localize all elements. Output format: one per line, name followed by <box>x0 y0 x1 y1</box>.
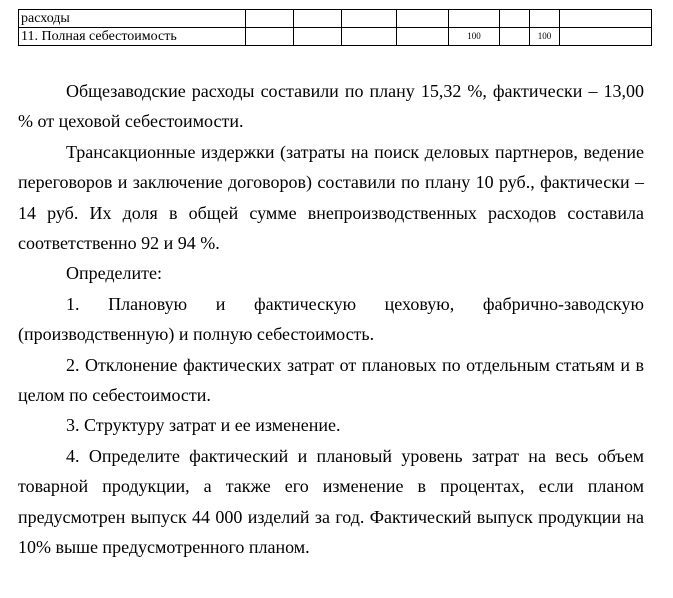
table-cell <box>397 28 449 46</box>
task-item-1: 1. Плановую и фактическую цеховую, фабрично-заводскую (производственную) и полную себестоимость. <box>18 293 644 345</box>
table-cell <box>342 10 397 28</box>
table-cell <box>500 10 530 28</box>
table-row <box>19 10 652 28</box>
table-cell <box>530 10 560 28</box>
table-cell <box>246 10 294 28</box>
cost-table <box>18 9 652 46</box>
table-cell <box>397 10 449 28</box>
table-row <box>19 28 652 46</box>
table-cell <box>449 10 500 28</box>
paragraph-determine: Определите: <box>66 263 163 284</box>
table-cell <box>342 28 397 46</box>
task-item-2: 2. Отклонение фактических затрат от плановых по отдельным статьям и в целом по себестоимости. <box>18 354 644 406</box>
table-cell <box>500 28 530 46</box>
table-cell <box>294 10 342 28</box>
row-label: расходы <box>19 10 246 28</box>
document-body <box>18 76 644 563</box>
paragraph-transaction-costs: Трансакционные издержки (затраты на поиск деловых партнеров, ведение переговоров и заключение договоров) составили по плану 10 руб., фактически – 14 руб. Их доля в общей сумме внепроизводственных расходов составила соответственно 92 и 94 %. <box>18 141 644 254</box>
task-item-4: 4. Определите фактический и плановый уровень затрат на весь объем товарной продукции, а также его изменение в процентах, если планом предусмотрен выпуск 44 000 изделий за год. Фактический выпуск продукции на 10% выше предусмотренного планом. <box>18 445 644 558</box>
table-cell <box>294 28 342 46</box>
table-cell: 100 <box>530 28 560 46</box>
table-cell <box>560 28 652 46</box>
cost-table-fragment <box>18 9 651 46</box>
task-item-3: 3. Структуру затрат и ее изменение. <box>66 415 341 436</box>
table-cell: 100 <box>449 28 500 46</box>
paragraph-overhead: Общезаводские расходы составили по плану 15,32 %, фактически – 13,00 % от цеховой себестоимости. <box>18 81 644 132</box>
table-cell <box>246 28 294 46</box>
row-label: 11. Полная себестоимость <box>19 28 246 46</box>
table-cell <box>560 10 652 28</box>
